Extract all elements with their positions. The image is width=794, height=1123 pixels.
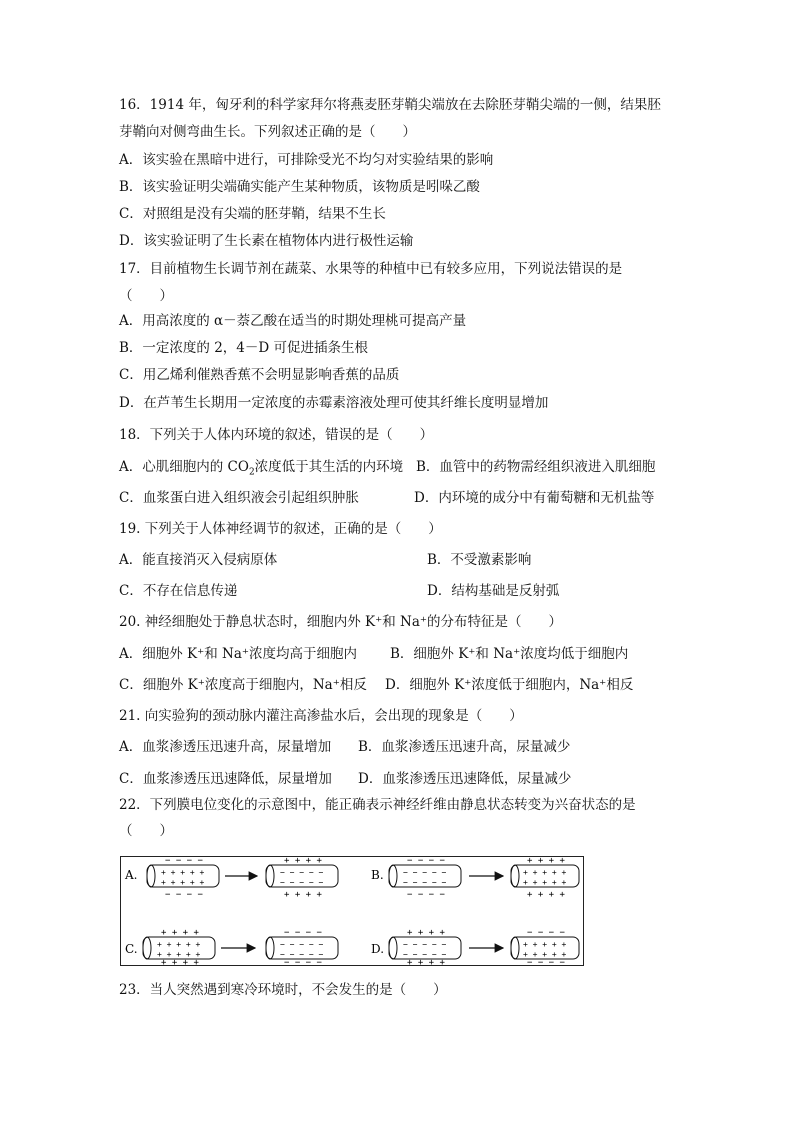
panel-d-after-fiber <box>511 928 579 967</box>
panel-a-before-inner-bottom: + + + + + <box>161 878 205 887</box>
q18-option-d: D．内环境的成分中有葡萄糖和无机盐等 <box>414 490 655 506</box>
panel-c-before-inner-top: + + + + + <box>157 940 201 949</box>
panel-b-after-inner-bottom: + + + + + <box>523 878 567 887</box>
q20-option-c: C．细胞外 K⁺浓度高于细胞内，Na⁺相反 <box>119 677 367 693</box>
q19-option-a: A．能直接消灭入侵病原体 <box>119 552 278 568</box>
panel-b-after-outer-bottom: + + + + <box>527 890 565 900</box>
panel-c-before-outer-top: + + + + <box>161 928 199 938</box>
panel-d-after-inner-top: + + + + + <box>523 940 567 949</box>
q18-stem: 18．下列关于人体内环境的叙述，错误的是（ ） <box>119 427 434 443</box>
q17-stem-line1: 17．目前植物生长调节剂在蔬菜、水果等的种植中已有较多应用，下列说法错误的是 <box>119 261 623 277</box>
panel-a-before-fiber <box>147 857 219 900</box>
q17-option-c: C．用乙烯利催熟香蕉不会明显影响香蕉的品质 <box>119 367 400 383</box>
q20-option-a: A．细胞外 K⁺和 Na⁺浓度均高于细胞内 <box>119 646 358 662</box>
panel-a-after-fiber <box>266 857 338 900</box>
q20-option-b: B．细胞外 K⁺和 Na⁺浓度均低于细胞内 <box>390 646 629 662</box>
panel-c-before-outer-bottom: + + + + <box>161 958 199 967</box>
panel-c-after-inner-top: − − − − − <box>280 940 324 949</box>
q17-option-a: A．用高浓度的 α－萘乙酸在适当的时期处理桃可提高产量 <box>119 313 467 329</box>
q18-option-a-subscript: 2 <box>248 467 255 478</box>
panel-d-before-inner-bottom: − − − − − <box>403 950 447 959</box>
q18-option-b: B．血管中的药物需经组织液进入肌细胞 <box>416 459 656 475</box>
panel-label-c: C. <box>125 942 138 956</box>
panel-b-before-inner-top: − − − − − <box>403 868 447 877</box>
panel-d-after-outer-bottom: − − − − <box>527 958 565 967</box>
panel-label-b: B. <box>371 868 384 882</box>
q16-option-d: D．该实验证明了生长素在植物体内进行极性运输 <box>119 233 414 249</box>
q16-option-b: B．该实验证明尖端确实能产生某种物质，该物质是吲哚乙酸 <box>119 179 480 195</box>
panel-d-before-fiber <box>389 928 461 967</box>
q17-option-b: B．一定浓度的 2，4－D 可促进插条生根 <box>119 340 369 356</box>
panel-b-before-outer-bottom: − − − − <box>407 890 445 900</box>
q21-option-a: A．血浆渗透压迅速升高，尿量增加 <box>119 739 332 755</box>
q18-option-a-pre: A．心肌细胞内的 CO <box>119 459 249 475</box>
membrane-potential-diagram <box>121 857 585 967</box>
panel-b-before-outer-top: − − − − <box>407 857 445 866</box>
panel-d-before-outer-top: + + + + <box>407 928 445 938</box>
panel-label-a: A. <box>125 868 138 882</box>
panel-a-after-outer-bottom: + + + + <box>284 890 322 900</box>
q16-stem-line2: 芽鞘向对侧弯曲生长。下列叙述正确的是（ ） <box>119 124 416 140</box>
panel-a-before-inner-top: + + + + + <box>161 868 205 877</box>
panel-c-after-outer-bottom: − − − − <box>284 958 322 967</box>
panel-b-after-outer-top: + + + + <box>527 857 565 866</box>
panel-c-after-inner-bottom: − − − − − <box>280 950 324 959</box>
q16-option-c: C．对照组是没有尖端的胚芽鞘，结果不生长 <box>119 206 386 222</box>
panel-d-after-inner-bottom: + + + + + <box>523 950 567 959</box>
q21-option-c: C．血浆渗透压迅速降低，尿量增加 <box>119 771 332 787</box>
q19-option-d: D．结构基础是反射弧 <box>427 583 560 599</box>
q19-option-c: C．不存在信息传递 <box>119 583 238 599</box>
q19-stem: 19. 下列关于人体神经调节的叙述，正确的是（ ） <box>119 521 442 537</box>
panel-b-before-inner-bottom: − − − − − <box>403 878 447 887</box>
q23-stem: 23．当人突然遇到寒冷环境时，不会发生的是（ ） <box>119 982 447 998</box>
q18-option-a-post: 浓度低于其生活的内环境 <box>254 459 404 475</box>
q21-option-b: B．血浆渗透压迅速升高，尿量减少 <box>358 739 571 755</box>
q16-stem-line1: 16．1914 年，匈牙利的科学家拜尔将燕麦胚芽鞘尖端放在去除胚芽鞘尖端的一侧，结果胚 <box>119 97 661 113</box>
panel-a-after-outer-top: + + + + <box>284 857 322 866</box>
q21-option-d: D．血浆渗透压迅速降低，尿量减少 <box>358 771 572 787</box>
panel-b-before-fiber <box>389 857 461 900</box>
panel-c-before-inner-bottom: + + + + + <box>157 950 201 959</box>
q18-option-a <box>119 458 403 482</box>
panel-a-after-inner-top: − − − − − <box>280 868 324 877</box>
panel-d-before-outer-bottom: + + + + <box>407 958 445 967</box>
q21-stem: 21. 向实验狗的颈动脉内灌注高渗盐水后，会出现的现象是（ ） <box>119 708 523 724</box>
panel-a-after-inner-bottom: − − − − − <box>280 878 324 887</box>
panel-c-after-outer-top: − − − − <box>284 928 322 938</box>
panel-c-after-fiber <box>266 928 338 967</box>
membrane-potential-figure <box>120 856 584 966</box>
q17-option-d: D．在芦苇生长期用一定浓度的赤霉素溶液处理可使其纤维长度明显增加 <box>119 395 549 411</box>
q22-stem-line2: （ ） <box>119 823 173 839</box>
q22-stem-line1: 22．下列膜电位变化的示意图中，能正确表示神经纤维由静息状态转变为兴奋状态的是 <box>119 797 636 813</box>
panel-c-before-fiber <box>143 928 215 967</box>
q16-option-a: A．该实验在黑暗中进行，可排除受光不均匀对实验结果的影响 <box>119 152 494 168</box>
panel-b-after-inner-top: + + + + + <box>523 868 567 877</box>
q17-stem-line2: （ ） <box>119 288 173 304</box>
q20-stem: 20. 神经细胞处于静息状态时，细胞内外 K⁺和 Na⁺的分布特征是（ ） <box>119 614 563 630</box>
panel-d-after-outer-top: − − − − <box>527 928 565 938</box>
panel-d-before-inner-top: − − − − − <box>403 940 447 949</box>
q19-option-b: B．不受激素影响 <box>427 552 532 568</box>
q20-option-d: D．细胞外 K⁺浓度低于细胞内，Na⁺相反 <box>385 677 634 693</box>
panel-b-after-fiber <box>511 857 579 900</box>
panel-label-d: D. <box>371 942 385 956</box>
panel-a-before-outer-bottom: − − − − <box>165 890 203 900</box>
panel-a-before-outer-top: − − − − <box>165 857 203 866</box>
q18-option-c: C．血浆蛋白进入组织液会引起组织肿胀 <box>119 490 359 506</box>
